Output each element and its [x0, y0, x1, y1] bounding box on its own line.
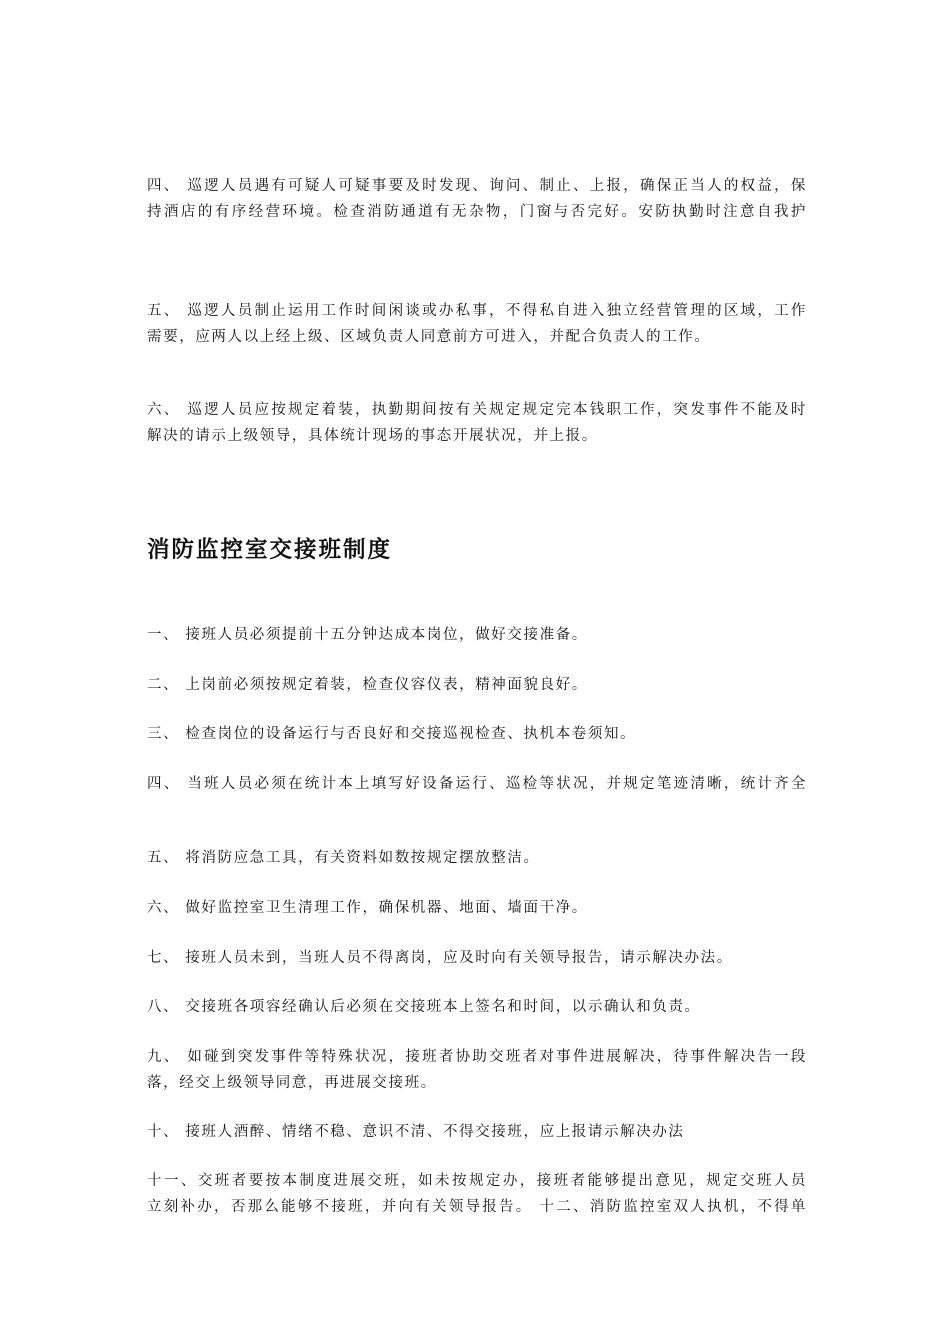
paragraph-item-4 — [147, 173, 807, 225]
rule-item-2 — [147, 672, 807, 698]
rule-item-11 — [147, 1168, 807, 1220]
rule-item-5 — [147, 845, 807, 871]
text-line: 八、 交接班各项容经确认后必须在交接班本上签名和时间，以示确认和负责。 — [147, 999, 701, 1015]
text-line: 需要，应两人以上经上级、区域负责人同意前方可进入，并配合负责人的工作。 — [147, 329, 711, 345]
section-title: 消防监控室交接班制度 — [147, 537, 393, 563]
text-line: 九、 如碰到突发事件等特殊状况，接班者协助交班者对事件进展解决，待事件解决告一段 — [147, 1049, 807, 1065]
rule-item-3 — [147, 721, 807, 747]
text-line: 十一、交班者要按本制度进展交班，如未按规定办，接班者能够提出意见，规定交班人员 — [147, 1173, 807, 1189]
text-line: 落，经交上级领导同意，再进展交接班。 — [147, 1075, 437, 1091]
text-line: 六、 做好监控室卫生清理工作，确保机器、地面、墙面干净。 — [147, 900, 588, 916]
text-line: 六、 巡逻人员应按规定着装，执勤期间按有关规定规定完本钱职工作，突发事件不能及时 — [147, 402, 807, 418]
text-line: 七、 接班人员未到，当班人员不得离岗，应及时向有关领导报告，请示解决办法。 — [147, 950, 733, 966]
text-line: 五、 将消防应急工具，有关资料如数按规定摆放整洁。 — [147, 850, 540, 866]
rule-item-8 — [147, 994, 807, 1020]
text-line: 立刻补办，否那么能够不接班，并向有关领导报告。 十二、消防监控室双人执机，不得单 — [147, 1199, 807, 1215]
rule-item-10 — [147, 1119, 807, 1145]
text-line: 十、 接班人酒醉、情绪不稳、意识不清、不得交接班，应上报请示解决办法 — [147, 1124, 685, 1140]
rule-item-7 — [147, 945, 807, 971]
text-line: 三、 检查岗位的设备运行与否良好和交接巡视检查、执机本卷须知。 — [147, 726, 637, 742]
rule-item-4 — [147, 771, 807, 797]
text-line: 解决的请示上级领导，具体统计现场的事态开展状况，并上报。 — [147, 428, 598, 444]
text-line: 四、 巡逻人员遇有可疑人可疑事要及时发现、询问、制止、上报，确保正当人的权益，保 — [147, 178, 807, 194]
rule-item-1 — [147, 622, 807, 648]
text-line: 五、 巡逻人员制止运用工作时间闲谈或办私事，不得私自进入独立经营管理的区域，工作 — [147, 303, 807, 319]
rule-item-9 — [147, 1044, 807, 1096]
text-line: 二、 上岗前必须按规定着装，检查仪容仪表，精神面貌良好。 — [147, 677, 588, 693]
paragraph-item-6 — [147, 397, 807, 449]
text-line: 四、 当班人员必须在统计本上填写好设备运行、巡检等状况，并规定笔迹清晰，统计齐全 — [147, 776, 807, 792]
paragraph-item-5 — [147, 298, 807, 350]
text-line: 持酒店的有序经营环境。检查消防通道有无杂物，门窗与否完好。安防执勤时注意自我护 — [147, 204, 807, 220]
rule-item-6 — [147, 895, 807, 921]
text-line: 一、 接班人员必须提前十五分钟达成本岗位，做好交接准备。 — [147, 627, 588, 643]
